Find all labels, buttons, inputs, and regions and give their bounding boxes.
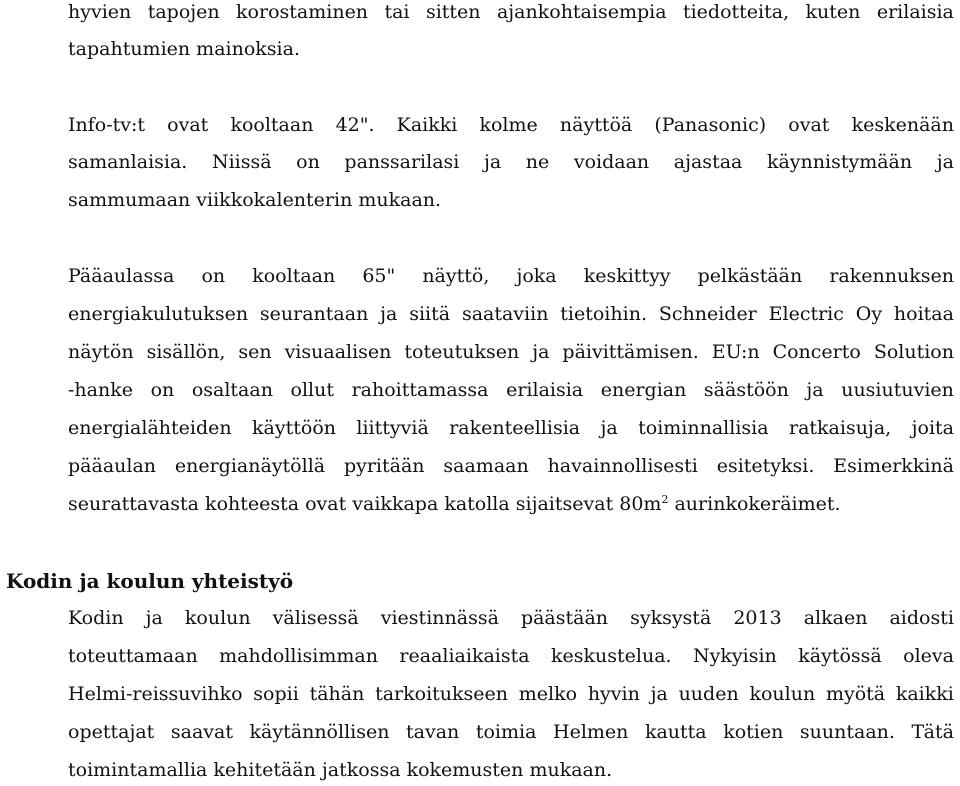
word: tavan xyxy=(406,721,460,743)
word: saataviin xyxy=(461,303,549,325)
word: esitetyksi. xyxy=(716,455,815,477)
word: 42". xyxy=(335,114,375,136)
word: viestinnässä xyxy=(380,607,499,629)
word: Esimerkkinä xyxy=(833,455,954,477)
word: ja xyxy=(600,417,618,439)
word: ja xyxy=(650,683,668,705)
word: opettajat xyxy=(68,721,155,743)
word: Solution xyxy=(873,341,954,363)
word: päästään xyxy=(520,607,609,629)
paragraph-line xyxy=(68,264,954,288)
word: näytön xyxy=(68,341,134,363)
word: samanlaisia. xyxy=(68,151,188,173)
paragraph-line xyxy=(68,0,954,24)
paragraph-line: tapahtumien mainoksia. xyxy=(68,38,300,60)
word: ajankohtaisempia xyxy=(496,1,667,23)
word: kautta xyxy=(644,721,707,743)
word: hyvin xyxy=(587,683,640,705)
paragraph-line xyxy=(68,644,954,668)
word: energianäytöllä xyxy=(174,455,326,477)
word: reaaliaikaista xyxy=(399,645,530,667)
word: koulun xyxy=(749,683,816,705)
word: on xyxy=(201,265,226,287)
word: toteuttamaan xyxy=(68,645,198,667)
word: on xyxy=(296,151,320,173)
word: Concerto xyxy=(772,341,861,363)
paragraph-line xyxy=(68,302,954,326)
word: sopii xyxy=(253,683,299,705)
word: kaikki xyxy=(895,683,954,705)
line-text: seurattavasta kohteesta ovat vaikkapa katolla sijaitsevat 80m xyxy=(68,493,662,515)
paragraph-line xyxy=(68,416,954,440)
word: koulun xyxy=(184,607,251,629)
word: hoitaa xyxy=(893,303,954,325)
word: tapojen xyxy=(147,1,220,23)
word: toimia xyxy=(475,721,537,743)
word: korostaminen xyxy=(236,1,369,23)
word: seurantaan xyxy=(259,303,369,325)
word: Pääaulassa xyxy=(68,265,175,287)
paragraph-line xyxy=(68,113,954,137)
word: käynnistymään xyxy=(766,151,913,173)
word: sen xyxy=(238,341,272,363)
word: mahdollisimman xyxy=(219,645,378,667)
word: kolme xyxy=(479,114,538,136)
word: voidaan xyxy=(573,151,650,173)
word: keskenään xyxy=(851,114,954,136)
word: tai xyxy=(384,1,410,23)
word: näyttöä xyxy=(559,114,633,136)
word: rakenteellisia xyxy=(449,417,581,439)
word: syksystä xyxy=(630,607,712,629)
word: ne xyxy=(525,151,550,173)
word: EU:n xyxy=(711,341,760,363)
superscript: 2 xyxy=(661,493,669,506)
paragraph-line xyxy=(68,492,954,516)
word: Electric xyxy=(768,303,844,325)
word: havainnollisesti xyxy=(547,455,698,477)
word: toteutuksen xyxy=(404,341,520,363)
word: keskustelua. xyxy=(551,645,672,667)
word: kotien xyxy=(723,721,784,743)
word: Oy xyxy=(855,303,883,325)
word: 2013 xyxy=(733,607,782,629)
word: Kodin xyxy=(68,607,124,629)
word: ja xyxy=(936,151,954,173)
word: visuaalisen xyxy=(284,341,392,363)
word: sitten xyxy=(425,1,481,23)
word: käytännöllisen xyxy=(249,721,390,743)
word: tietoihin. xyxy=(560,303,647,325)
word: pääaulan xyxy=(68,455,157,477)
word: ja xyxy=(532,341,550,363)
word: melko xyxy=(518,683,578,705)
word: kuten xyxy=(805,1,861,23)
word: säästöön xyxy=(703,379,789,401)
word: myötä xyxy=(825,683,886,705)
section-heading: Kodin ja koulun yhteistyö xyxy=(6,569,294,593)
paragraph-line xyxy=(68,720,954,744)
word: tähän xyxy=(309,683,365,705)
word: kooltaan xyxy=(230,114,314,136)
paragraph-line xyxy=(68,606,954,630)
word: ollut xyxy=(290,379,334,401)
word: aidosti xyxy=(889,607,954,629)
word: ja xyxy=(806,379,824,401)
word: hyvien xyxy=(68,1,132,23)
paragraph-line xyxy=(68,454,954,478)
word: (Panasonic) xyxy=(654,114,767,136)
word: Schneider xyxy=(658,303,757,325)
word: ja xyxy=(483,151,502,173)
word: siitä xyxy=(409,303,451,325)
word: Helmi-reissuvihko xyxy=(68,683,243,705)
word: ajastaa xyxy=(673,151,743,173)
word: 65" xyxy=(362,265,396,287)
word: pelkästään xyxy=(697,265,803,287)
word: saamaan xyxy=(443,455,529,477)
word: erilaisia xyxy=(506,379,584,401)
word: panssarilasi xyxy=(344,151,460,173)
word: ovat xyxy=(788,114,830,136)
word: uuden xyxy=(678,683,739,705)
word: näyttö, xyxy=(422,265,490,287)
word: joita xyxy=(911,417,954,439)
word: erilaisia xyxy=(876,1,954,23)
word: päivittämisen. xyxy=(562,341,699,363)
word: Niissä xyxy=(211,151,272,173)
paragraph-line: sammumaan viikkokalenterin mukaan. xyxy=(68,189,442,211)
word: tarkoitukseen xyxy=(375,683,509,705)
paragraph-line xyxy=(68,378,954,402)
word: energialähteiden xyxy=(68,417,232,439)
line-text: aurinkokeräimet. xyxy=(668,493,841,515)
paragraph-line xyxy=(68,150,954,174)
word: alkaen xyxy=(803,607,868,629)
word: käytössä xyxy=(798,645,882,667)
word: pyritään xyxy=(343,455,425,477)
word: suuntaan. xyxy=(799,721,895,743)
word: -hanke xyxy=(68,379,133,401)
word: liittyviä xyxy=(356,417,429,439)
word: rahoittamassa xyxy=(351,379,489,401)
paragraph-line xyxy=(68,340,954,364)
word: Info-tv:t xyxy=(68,114,146,136)
word: joka xyxy=(516,265,557,287)
word: Tätä xyxy=(911,721,954,743)
word: sisällön, xyxy=(146,341,226,363)
word: ratkaisuja, xyxy=(788,417,892,439)
word: energiakulutuksen xyxy=(68,303,249,325)
word: välisessä xyxy=(272,607,359,629)
word: on xyxy=(150,379,175,401)
word: energian xyxy=(600,379,687,401)
word: osaltaan xyxy=(191,379,273,401)
word: toiminnallisia xyxy=(638,417,769,439)
word: rakennuksen xyxy=(829,265,954,287)
word: käyttöön xyxy=(252,417,336,439)
word: uusiutuvien xyxy=(841,379,954,401)
word: Nykyisin xyxy=(693,645,777,667)
word: ovat xyxy=(167,114,209,136)
word: Kaikki xyxy=(396,114,458,136)
word: ja xyxy=(145,607,163,629)
word: keskittyy xyxy=(583,265,671,287)
word: saavat xyxy=(170,721,233,743)
paragraph-line: toimintamallia kehitetään jatkossa kokemusten mukaan. xyxy=(68,759,613,781)
word: kooltaan xyxy=(252,265,336,287)
word: Helmen xyxy=(553,721,629,743)
word: tiedotteita, xyxy=(682,1,790,23)
word: oleva xyxy=(903,645,954,667)
paragraph-line xyxy=(68,682,954,706)
word: ja xyxy=(380,303,398,325)
